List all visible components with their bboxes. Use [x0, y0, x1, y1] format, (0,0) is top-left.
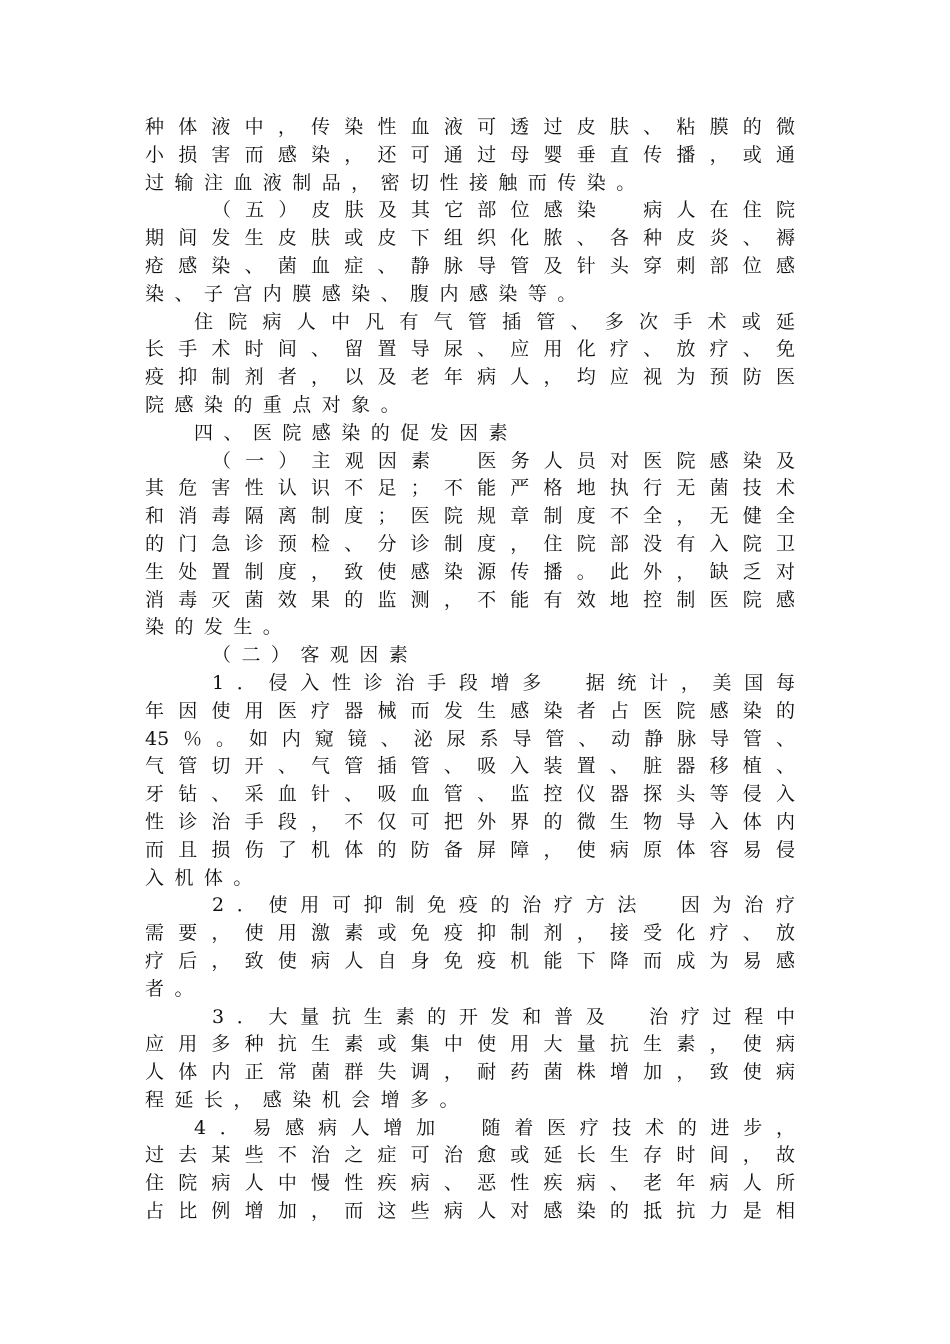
text-line: 疮感染、菌血症、静脉导管及针头穿刺部位感 [145, 254, 795, 277]
text-line: 而且损伤了机体的防备屏障，使病原体容易侵 [145, 838, 795, 861]
text-line: 小损害而感染，还可通过母婴垂直传播，或通 [145, 143, 795, 166]
text-line: （一）主观因素 医务人员对医院感染及 [212, 449, 795, 472]
text-line: 应用多种抗生素或集中使用大量抗生素，使病 [145, 1033, 795, 1056]
text-line: 其危害性认识不足；不能严格地执行无菌技术 [145, 477, 795, 500]
text-line: 者。 [145, 977, 204, 1000]
text-line: 45％。如内窥镜、泌尿系导管、动静脉导管、 [145, 727, 795, 750]
text-line: 住院病人中慢性疾病、恶性疾病、老年病人所 [145, 1172, 795, 1195]
text-line: （二）客观因素 [212, 644, 419, 667]
text-line: 入机体。 [145, 866, 263, 889]
text-line: 气管切开、气管插管、吸入装置、脏器移植、 [145, 755, 795, 778]
text-line: 住院病人中凡有气管插管、多次手术或延 [194, 310, 795, 333]
text-line: 程延长，感染机会增多。 [145, 1088, 469, 1111]
text-line: 染的发生。 [145, 616, 293, 639]
text-line: 性诊治手段，不仅可把外界的微生物导入体内 [145, 810, 795, 833]
text-line: 占比例增加，而这些病人对感染的抵抗力是相 [145, 1200, 795, 1223]
text-line: 过去某些不治之症可治愈或延长生存时间，故 [145, 1144, 795, 1167]
text-line: 4．易感病人增加 随着医疗技术的进步， [194, 1116, 795, 1139]
document-body [145, 114, 795, 1226]
text-line: 生处置制度，致使感染源传播。此外，缺乏对 [145, 560, 795, 583]
text-line: 的门急诊预检、分诊制度，住院部没有入院卫 [145, 532, 795, 555]
text-line: 消毒灭菌效果的监测，不能有效地控制医院感 [145, 588, 795, 611]
text-line: 期间发生皮肤或皮下组织化脓、各种皮炎、褥 [145, 227, 795, 250]
text-line: 需要，使用激素或免疫抑制剂，接受化疗、放 [145, 922, 795, 945]
text-line: 院感染的重点对象。 [145, 393, 411, 416]
text-line: （五）皮肤及其它部位感染 病人在住院 [212, 199, 795, 222]
text-line: 四、医院感染的促发因素 [194, 421, 518, 444]
text-line: 1．侵入性诊治手段增多 据统计，美国每 [212, 671, 795, 694]
text-line: 3．大量抗生素的开发和普及 治疗过程中 [212, 1005, 795, 1028]
text-line: 染、子宫内膜感染、腹内感染等。 [145, 282, 587, 305]
text-line: 疫抑制剂者，以及老年病人，均应视为预防医 [145, 366, 795, 389]
text-line: 和消毒隔离制度；医院规章制度不全，无健全 [145, 505, 795, 528]
text-line: 牙钻、采血针、吸血管、监控仪器探头等侵入 [145, 783, 795, 806]
text-line: 长手术时间、留置导尿、应用化疗、放疗、免 [145, 338, 795, 361]
text-line: 人体内正常菌群失调，耐药菌株增加，致使病 [145, 1061, 795, 1084]
text-line: 2．使用可抑制免疫的治疗方法 因为治疗 [212, 894, 795, 917]
text-line: 疗后，致使病人自身免疫机能下降而成为易感 [145, 949, 795, 972]
text-line: 过输注血液制品，密切性接触而传染。 [145, 171, 646, 194]
text-line: 种体液中，传染性血液可透过皮肤、粘膜的微 [145, 116, 795, 138]
text-line: 年因使用医疗器械而发生感染者占医院感染的 [145, 699, 795, 722]
